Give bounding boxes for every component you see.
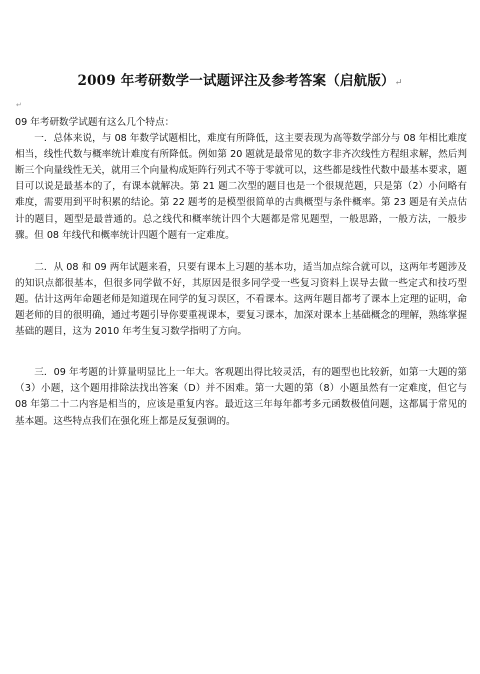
paragraph-point-1: 一．总体来说，与 08 年数学试题相比，难度有所降低，这主要表现为高等数学部分与 08 年相比难度相当，线性代数与概率统计难度有所降低。例如第 20 题就是最常见的数字非齐次线性方程组求解，然后判断三个向量线性无关，就用三个向量构成矩阵行列式不等于零就可以，这些都是线性代数中最基本要求，题目可以说是最基本的了，有课本就解决。第 21 题二次型的题目也是一个很规范题，只是第（2）小问略有难度，需要用到平时积累的结论。第 22 题考的是模型很简单的古典概型与条件概率。第 23 题是有关点估计的题目，题型是最普通的。总之线代和概率统计四个大题都是常见题型，一般思路，一般方法，一般步骤。但 08 年线代和概率统计四题个题有一定难度。: [15, 133, 467, 241]
paragraph-point-2: 二．从 08 和 09 两年试题来看，只要有课本上习题的基本功，适当加点综合就可以，这两年考题涉及的知识点都很基本，但很多同学做不好，其原因是很多同学受一些复习资料上误导去做一些定式和技巧型题。估计这两年命题老师是知道现在同学的复习误区，不看课本。这两年题目都考了课本上定理的证明，命题老师的目的很明确，通过考题引导你要重视课本，要复习课本，加深对课本上基础概念的理解，熟练掌握基础的题目，这为 2010 年考生复习数学指明了方向。: [15, 261, 467, 338]
document-title-text: 2009 年考研数学一试题评注及参考答案（启航版）: [77, 73, 395, 89]
paragraph-point-3: 三．09 年考题的计算量明显比上一年大。客观题出得比较灵活，有的题型也比较新，如第一大题的第（3）小题，这个题用排除法找出答案（D）并不困难。第一大题的第（8）小题虽然有一定难度，但它与 08 年第二十二内容是相当的，应该是重复内容。最近这三年每年都考多元函数极值问题，这都属于常见的基本题。这些特点我们在强化班上都是反复强调的。: [15, 367, 467, 427]
paragraph-mark-icon: ↵: [16, 101, 22, 109]
intro-line: 09 年考研数学试题有这么几个特点：: [15, 117, 175, 128]
document-body: [15, 115, 467, 430]
document-title: [0, 69, 480, 89]
paragraph-mark-icon: ↵: [394, 78, 403, 88]
